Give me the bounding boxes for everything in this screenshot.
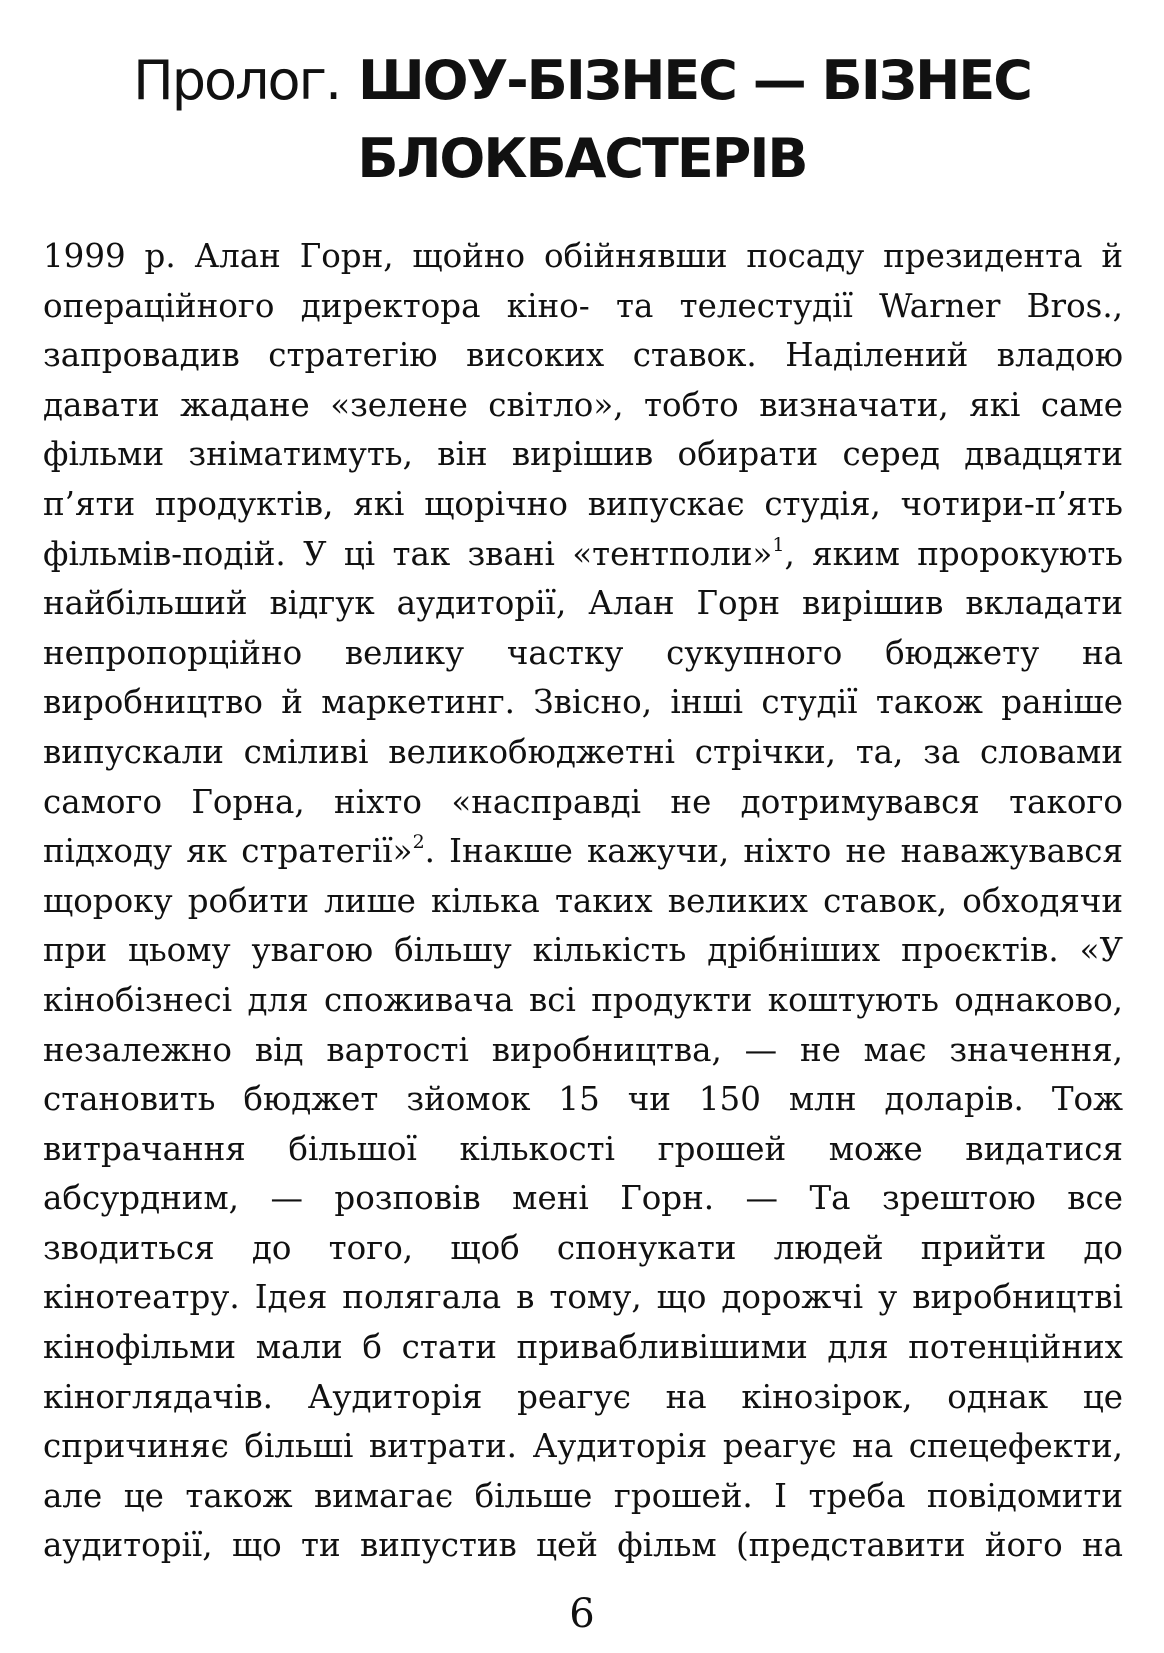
text-line: [43, 1075, 1123, 1125]
text-segment: кінотеатру. Ідея полягала в тому, що дорожчі у виробництві: [43, 1278, 1123, 1317]
text-line: [43, 430, 1123, 480]
text-segment: спричиняє більші витрати. Аудиторія реагує на спецефекти,: [43, 1427, 1123, 1466]
text-segment: незалежно від вартості виробництва, — не має значення,: [43, 1030, 1123, 1069]
text-segment: при цьому увагою більшу кількість дрібніших проєктів. «У: [43, 931, 1123, 970]
text-line: [43, 1422, 1123, 1472]
text-segment: абсурдним, — розповів мені Горн. — Та зрештою все: [43, 1179, 1123, 1218]
chapter-title-main: ШОУ-БІЗНЕС — БІЗНЕС БЛОКБАСТЕРІВ: [357, 49, 1031, 190]
text-line: [43, 1373, 1123, 1423]
text-line: [43, 778, 1123, 828]
text-line: [43, 480, 1123, 530]
text-line: [43, 976, 1123, 1026]
text-segment: але це також вимагає більше грошей. І треба повідомити: [43, 1476, 1123, 1515]
text-segment: , яким пророкують: [784, 534, 1124, 573]
text-segment: виробництво й маркетинг. Звісно, інші студії також раніше: [43, 683, 1123, 722]
text-segment: випускали сміливі великобюджетні стрічки, та, за словами: [43, 732, 1123, 771]
footnote-ref: 1: [772, 533, 785, 556]
text-line: [43, 331, 1123, 381]
page-number: 6: [569, 1591, 595, 1637]
text-line: [43, 827, 1123, 877]
text-segment: становить бюджет зйомок 15 чи 150 млн доларів. Тож: [43, 1080, 1123, 1119]
text-segment: кінофільми мали б стати привабливішими для потенційних: [43, 1328, 1123, 1367]
text-segment: самого Горна, ніхто «насправді не дотримувався такого: [43, 782, 1123, 821]
text-line: [43, 1521, 1123, 1571]
text-segment: підходу як стратегії»: [43, 832, 413, 871]
text-segment: 1999 р. Алан Горн, щойно обійнявши посаду президента й: [43, 237, 1123, 275]
text-segment: давати жадане «зелене світло», тобто визначати, які саме: [43, 385, 1123, 424]
text-line: [43, 1323, 1123, 1373]
text-segment: найбільший відгук аудиторії, Алан Горн вирішив вкладати: [43, 584, 1123, 623]
text-line: [43, 629, 1123, 679]
text-line: [43, 1472, 1123, 1522]
text-segment: п’яти продуктів, які щорічно випускає студія, чотири-п’ять: [43, 484, 1123, 523]
text-line: [43, 381, 1123, 431]
text-segment: кіноглядачів. Аудиторія реагує на кінозірок, однак це: [43, 1377, 1123, 1416]
text-line: [43, 232, 1123, 282]
chapter-title-prefix: Пролог.: [133, 49, 341, 112]
text-segment: фільми зніматимуть, він вирішив обирати серед двадцяти: [43, 435, 1123, 474]
text-line: [43, 1224, 1123, 1274]
text-segment: непропорційно велику частку сукупного бюджету на: [43, 633, 1123, 672]
text-segment: запровадив стратегію високих ставок. Наділений владою: [43, 336, 1123, 375]
text-segment: аудиторії, що ти випустив цей фільм (представити його на: [43, 1526, 1123, 1565]
text-line: [43, 579, 1123, 629]
text-line: [43, 1026, 1123, 1076]
text-line: [43, 728, 1123, 778]
text-segment: фільмів-подій. У ці так звані «тентполи»: [43, 534, 773, 573]
text-segment: щороку робити лише кілька таких великих ставок, обходячи: [43, 881, 1123, 920]
text-line: [43, 678, 1123, 728]
text-line: [43, 1273, 1123, 1323]
text-segment: зводиться до того, щоб спонукати людей прийти до: [43, 1228, 1123, 1267]
text-segment: витрачання більшої кількості грошей може видатися: [43, 1129, 1123, 1168]
text-segment: . Інакше кажучи, ніхто не наважувався: [424, 832, 1123, 871]
footnote-ref: 2: [412, 831, 425, 854]
text-line: [43, 282, 1123, 332]
text-line: [43, 1125, 1123, 1175]
text-line: [43, 926, 1123, 976]
chapter-title: [60, 42, 1104, 198]
text-line: [43, 1174, 1123, 1224]
text-line: [43, 530, 1123, 580]
text-segment: операційного директора кіно- та телестудії Warner Bros.,: [43, 286, 1123, 325]
text-segment: кінобізнесі для споживача всі продукти коштують однаково,: [43, 980, 1123, 1019]
text-line: [43, 877, 1123, 927]
body-paragraph: [43, 232, 1123, 1571]
